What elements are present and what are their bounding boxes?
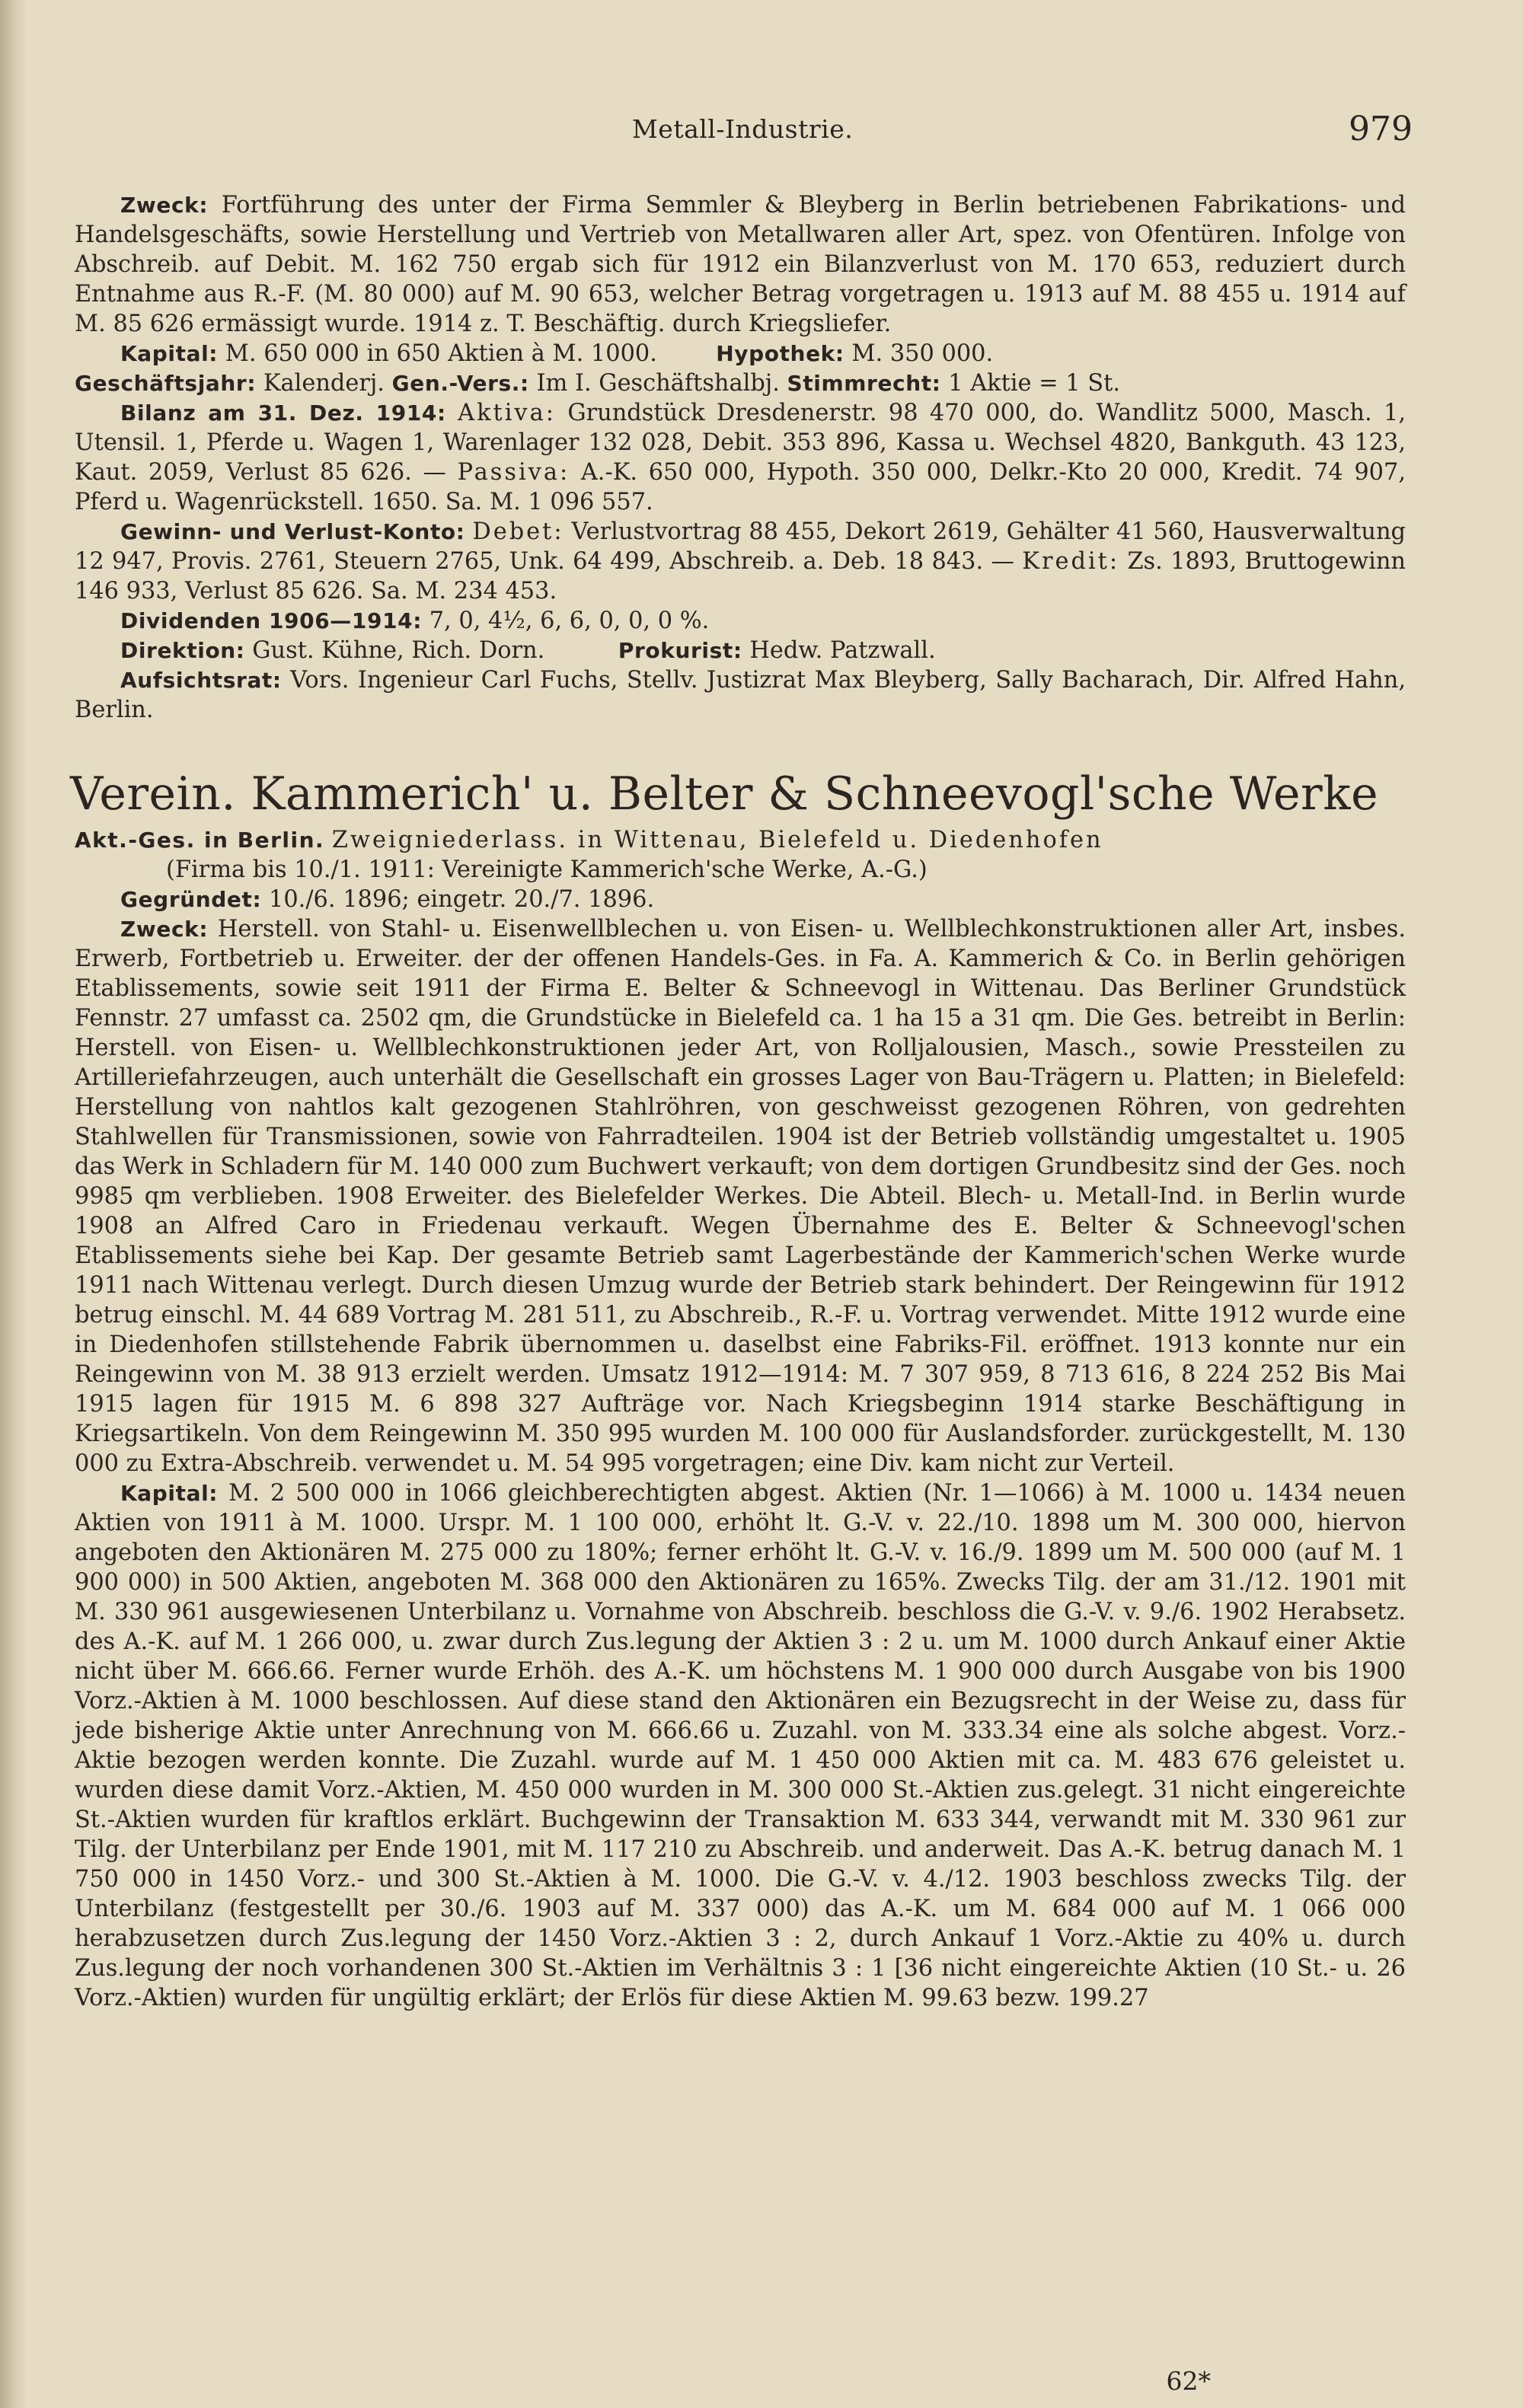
kredit-text: Zs. 1893, Bruttogewinn 146 933, Verlust 85 626. Sa. M. 234 453. — [75, 548, 1406, 604]
div-label: Dividenden 1906—1914: — [120, 608, 423, 633]
hypothek-label: Hypothek: — [716, 341, 845, 366]
hypothek-text: M. 350 000. — [851, 340, 994, 367]
gegruendet-text: 10./6. 1896; eingetr. 20./7. 1896. — [268, 886, 655, 913]
stimmrecht-label: Stimmrecht: — [787, 371, 941, 396]
sheet-signature: 62* — [1166, 2366, 1211, 2396]
gj-label: Geschäftsjahr: — [75, 371, 257, 396]
entry1-guv — [75, 517, 1406, 606]
debet-text: Verlustvortrag 88 455, Dekort 2619, Gehälter 41 560, Hausverwaltung 12 947, Provis. 2761, Steuern 2765, Unk. 64 499, Abschreib. a. Deb. 18 843. — — [75, 518, 1406, 575]
gv-label: Gen.-Vers.: — [391, 371, 529, 396]
div-text: 7, 0, 4½, 6, 6, 0, 0, 0 %. — [429, 608, 710, 634]
bilanz-label: Bilanz am 31. Dez. 1914: — [120, 400, 446, 426]
entry1-zweck — [75, 190, 1406, 339]
prokurist-label: Prokurist: — [618, 638, 742, 663]
entry2-zweck — [75, 914, 1406, 1478]
branches: Zweigniederlass. in Wittenau, Bielefeld u. Diedenhofen — [331, 827, 1103, 853]
legal-form: Akt.-Ges. in Berlin. — [75, 828, 325, 853]
aufsicht-text: Vors. Ingenieur Carl Fuchs, Stellv. Justizrat Max Bleyberg, Sally Bacharach, Dir. Alfred Hahn, Berlin. — [75, 667, 1406, 723]
prokurist-text: Hedw. Patzwall. — [749, 637, 936, 664]
running-title: Metall-Industrie. — [632, 114, 854, 144]
page-binding-edge — [0, 0, 27, 2408]
firm-title: Verein. Kammerich' u. Belter & Schneevogl'sche Werke — [70, 767, 1379, 821]
kredit-label: Kredit: — [1022, 548, 1120, 575]
aufsicht-label: Aufsichtsrat: — [120, 668, 282, 693]
zweck2-text: Herstell. von Stahl- u. Eisenwellblechen u. von Eisen- u. Wellblechkonstruktionen aller Art, insbes. Erwerb, Fortbetrieb u. Erweiter. der der offenen Handels-Ges. in Fa. A. Kammerich & Co. in Berlin gehörigen Etablissements, sowie seit 1911 der Firma E. Belter & Schneevogl in Wittenau. Das Berliner Grundstück Fennstr. 27 umfasst ca. 2502 qm, die Grundstücke in Bielefeld ca. 1 ha 15 a 31 qm. Die Ges. betreibt in Berlin: Herstell. von Eisen- u. Wellblechkonstruktionen jeder Art, von Rolljalousien, Masch., sowie Pressteilen zu Artilleriefahrzeugen, auch unterhält die Gesellschaft ein grosses Lager von Bau-Trägern u. Platten; in Bielefeld: Herstellung von nahtlos kalt gezogenen Stahlröhren, von geschweisst gezogenen Röhren, von gedrehten Stahlwellen für Transmissionen, sowie von Fahrradteilen. 1904 ist der Betrieb vollständig umgestaltet u. 1905 das Werk in Schladern für M. 140 000 zum Buchwert verkauft; von dem dortigen Grundbesitz sind der Ges. noch 9985 qm verblieben. 1908 Erweiter. des Bielefelder Werkes. Die Abteil. Blech- u. Metall-Ind. in Berlin wurde 1908 an Alfred Caro in Friedenau verkauft. Wegen Übernahme des E. Belter & Schneevogl'schen Etablissements siehe bei Kap. Der gesamte Betrieb samt Lagerbestände der Kammerich'schen Werke wurde 1911 nach Wittenau verlegt. Durch diesen Umzug wurde der Betrieb stark behindert. Der Reingewinn für 1912 betrug einschl. M. 44 689 Vortrag M. 281 511, zu Abschreib., R.-F. u. Vortrag verwendet. Mitte 1912 wurde eine in Diedenhofen stillstehende Fabrik übernommen u. daselbst eine Fabriks-Fil. eröffnet. 1913 konnte nur ein Reingewinn von M. 38 913 erzielt werden. Umsatz 1912—1914: M. 7 307 959, 8 713 616, 8 224 252 Bis Mai 1915 lagen für 1915 M. 6 898 327 Aufträge vor. Nach Kriegsbeginn 1914 starke Beschäftigung in Kriegsartikeln. Von dem Reingewinn M. 350 995 wurden M. 100 000 für Auslandsforder. zurückgestellt, M. 130 000 zu Extra-Abschreib. verwendet u. M. 54 995 vorgetragen; eine Div. kam nicht zur Verteil. — [75, 916, 1406, 1477]
passiva-label: Passiva: — [457, 459, 570, 486]
kapital2-text: M. 2 500 000 in 1066 gleichberechtigten abgest. Aktien (Nr. 1—1066) à M. 1000 u. 1434 neuen Aktien von 1911 à M. 1000. Urspr. M. 1 100 000, erhöht lt. G.-V. v. 22./10. 1898 um M. 300 000, hiervon angeboten den Aktionären M. 275 000 zu 180%; ferner erhöht lt. G.-V. v. 16./9. 1899 um M. 500 000 (auf M. 1 900 000) in 500 Aktien, angeboten M. 368 000 den Aktionären zu 165%. Zwecks Tilg. der am 31./12. 1901 mit M. 330 961 ausgewiesenen Unterbilanz u. Vornahme von Abschreib. beschloss die G.-V. v. 9./6. 1902 Herabsetz. des A.-K. auf M. 1 266 000, u. zwar durch Zus.legung der Aktien 3 : 2 u. um M. 1000 durch Ankauf einer Aktie nicht über M. 666.66. Ferner wurde Erhöh. des A.-K. um höchstens M. 1 900 000 durch Ausgabe von bis 1900 Vorz.-Aktien à M. 1000 beschlossen. Auf diese stand den Aktionären ein Bezugsrecht in der Weise zu, dass für jede bisherige Aktie unter Anrechnung von M. 666.66 u. Zuzahl. von M. 333.34 eine als solche abgest. Vorz.-Aktie bezogen werden konnte. Die Zuzahl. wurde auf M. 1 450 000 Aktien mit ca. M. 483 676 geleistet u. wurden diese damit Vorz.-Aktien, M. 450 000 wurden in M. 300 000 St.-Aktien zus.gelegt. 31 nicht eingereichte St.-Aktien wurden für kraftlos erklärt. Buchgewinn der Transaktion M. 633 344, verwandt mit M. 330 961 zur Tilg. der Unterbilanz per Ende 1901, mit M. 117 210 zu Abschreib. und anderweit. Das A.-K. betrug danach M. 1 750 000 in 1450 Vorz.- und 300 St.-Aktien à M. 1000. Die G.-V. v. 4./12. 1903 beschloss zwecks Tilg. der Unterbilanz (festgestellt per 30./6. 1903 auf M. 337 000) das A.-K. um M. 684 000 auf M. 1 066 000 herabzusetzen durch Zus.legung der 1450 Vorz.-Aktien 3 : 2, durch Ankauf 1 Vorz.-Aktie zu 40% u. durch Zus.legung der noch vorhandenen 300 St.-Aktien im Verhältnis 3 : 1 [36 nicht eingereichte Aktien (10 St.- u. 26 Vorz.-Aktien) wurden für ungültig erklärt; der Erlös für diese Aktien M. 99.63 bezw. 199.27 — [75, 1480, 1406, 2011]
page-number: 979 — [1349, 110, 1413, 148]
entry2-gegruendet — [75, 885, 1406, 914]
gv-text: Im I. Geschäftshalbj. — [536, 370, 780, 397]
kapital-text: M. 650 000 in 650 Aktien à M. 1000. — [225, 340, 657, 367]
kapital2-label: Kapital: — [120, 1481, 219, 1506]
entry1-dividenden — [75, 606, 1406, 636]
stimmrecht-text: 1 Aktie = 1 St. — [948, 370, 1120, 397]
aktiva-text: Grundstück Dresdenerstr. 98 470 000, do. Wandlitz 5000, Masch. 1, Utensil. 1, Pferde u. Wagen 1, Warenlager 132 028, Debit. 353 896, Kassa u. Wechsel 4820, Bankguth. 43 123, Kaut. 2059, Verlust 85 626. — — [75, 400, 1406, 486]
text-column — [70, 190, 1406, 2013]
entry1-kapital — [75, 339, 1406, 368]
guv-label: Gewinn- und Verlust-Konto: — [120, 519, 465, 544]
entry1-aufsichtsrat — [75, 665, 1406, 725]
page-header — [0, 110, 1523, 160]
zweck2-label: Zweck: — [120, 917, 209, 942]
direktion-text: Gust. Kühne, Rich. Dorn. — [252, 637, 545, 664]
legal-line — [75, 825, 1406, 855]
direktion-label: Direktion: — [120, 638, 245, 663]
gj-text: Kalenderj. — [263, 370, 385, 397]
debet-label: Debet: — [472, 518, 564, 545]
entry1-bilanz — [75, 398, 1406, 517]
entry1-geschaeftsjahr — [75, 368, 1406, 398]
passiva-text: A.-K. 650 000, Hypoth. 350 000, Delkr.-Kto 20 000, Kredit. 74 907, Pferd u. Wagenrückstell. 1650. Sa. M. 1 096 557. — [75, 459, 1406, 515]
gegruendet-label: Gegründet: — [120, 887, 262, 912]
entry2-kapital — [75, 1478, 1406, 2013]
former-name: (Firma bis 10./1. 1911: Vereinigte Kammerich'sche Werke, A.-G.) — [166, 856, 928, 883]
zweck-text: Fortführung des unter der Firma Semmler & Bleyberg in Berlin betriebenen Fabrikations- und Handelsgeschäfts, sowie Herstellung und Vertrieb von Metallwaren aller Art, spez. von Ofentüren. Infolge von Abschreib. auf Debit. M. 162 750 ergab sich für 1912 ein Bilanzverlust von M. 170 653, reduziert durch Entnahme aus R.-F. (M. 80 000) auf M. 90 653, welcher Betrag vorgetragen u. 1913 auf M. 88 455 u. 1914 auf M. 85 626 ermässigt wurde. 1914 z. T. Beschäftig. durch Kriegsliefer. — [75, 192, 1406, 337]
entry1-direktion — [75, 636, 1406, 665]
zweck-label: Zweck: — [120, 193, 209, 218]
aktiva-label: Aktiva: — [458, 400, 556, 426]
kapital-label: Kapital: — [120, 341, 219, 366]
